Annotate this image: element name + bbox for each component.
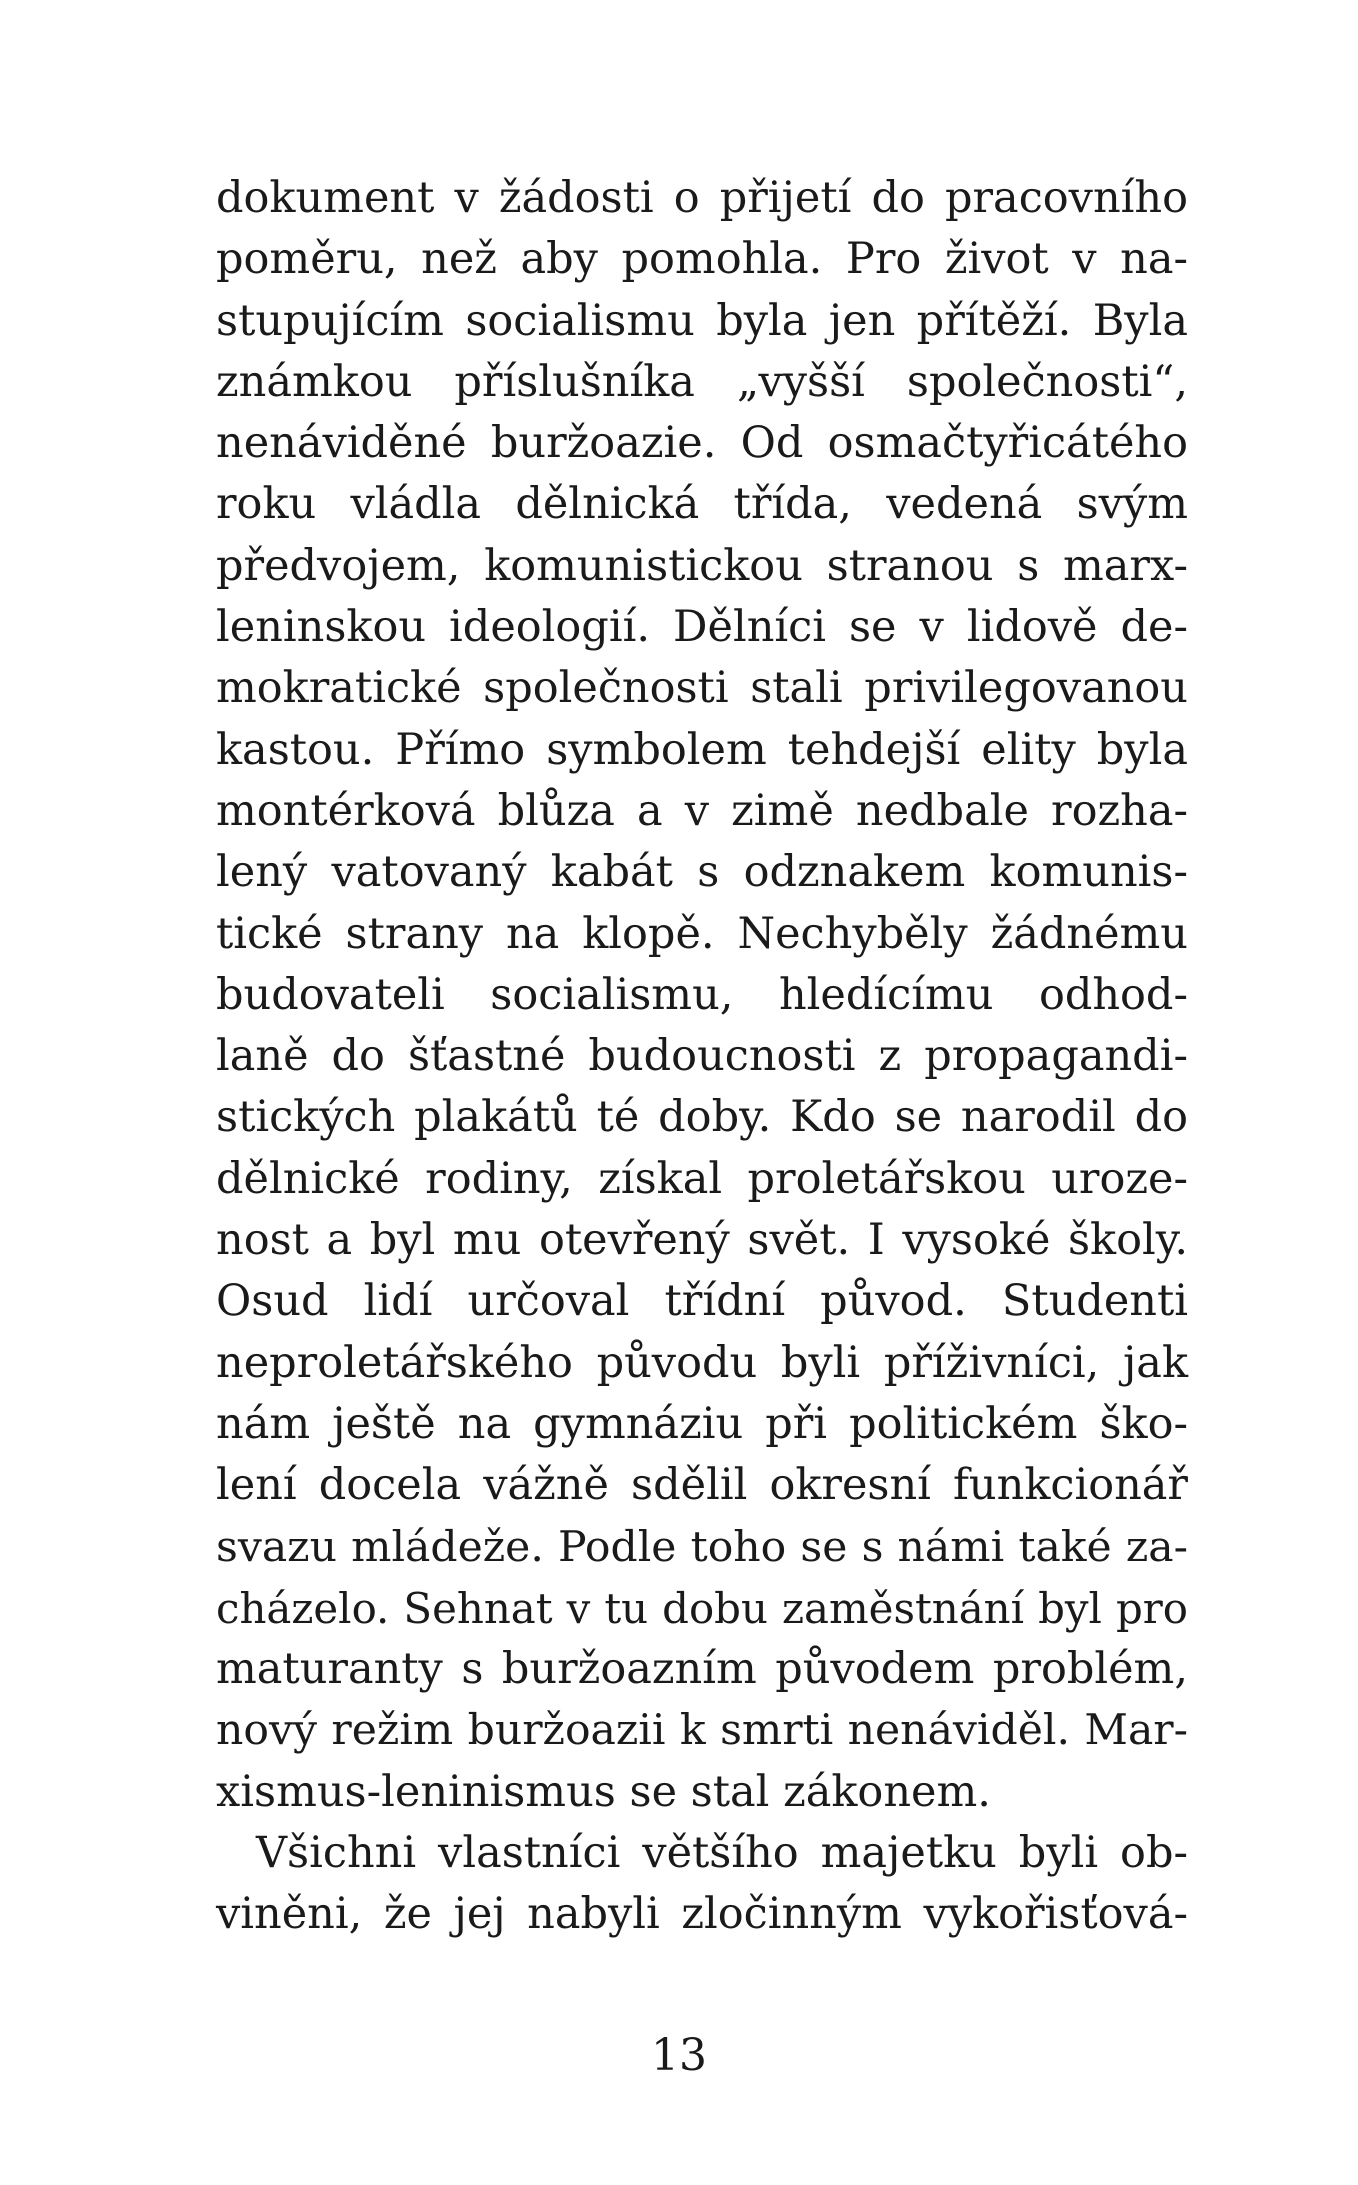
text-line: stupujícím socialismu byla jen přítěží. Byla [216, 295, 1188, 346]
text-line: poměru, než aby pomohla. Pro život v na- [216, 234, 1188, 285]
text-line: stických plakátů té doby. Kdo se narodil do [216, 1092, 1188, 1143]
text-line: viněni, že jej nabyli zločinným vykořisťová- [216, 1889, 1188, 1940]
body-text [216, 168, 1188, 1946]
text-line: Osud lidí určoval třídní původ. Studenti [216, 1276, 1188, 1327]
text-line: montérková blůza a v zimě nedbale rozha- [216, 785, 1188, 836]
text-line: nám ještě na gymnáziu při politickém ško- [216, 1398, 1188, 1449]
text-line: známkou příslušníka „vyšší společnosti“, [216, 356, 1188, 407]
paragraph-first-line: Všichni vlastníci většího majetku byli ob- [256, 1828, 1188, 1879]
text-line: nost a byl mu otevřený svět. I vysoké školy. [216, 1215, 1188, 1266]
text-line: cházelo. Sehnat v tu dobu zaměstnání byl pro [216, 1583, 1188, 1633]
text-line: lení docela vážně sdělil okresní funkcionář [216, 1460, 1188, 1511]
text-line: budovateli socialismu, hledícímu odhod- [216, 969, 1188, 1020]
text-line: nenáviděné buržoazie. Od osmačtyřicátého [216, 418, 1188, 469]
text-line: kastou. Přímo symbolem tehdejší elity byla [216, 724, 1188, 775]
text-line: dělnické rodiny, získal proletářskou uroze- [216, 1153, 1188, 1204]
page-number: 13 [651, 2030, 707, 2081]
text-line: lený vatovaný kabát s odznakem komunis- [216, 847, 1188, 898]
text-line: nový režim buržoazii k smrti nenáviděl. Mar- [216, 1706, 1188, 1756]
text-line: předvojem, komunistickou stranou s marx- [216, 540, 1188, 591]
text-line: dokument v žádosti o přijetí do pracovního [216, 173, 1188, 223]
text-line: tické strany na klopě. Nechyběly žádnému [216, 908, 1188, 959]
text-line: maturanty s buržoazním původem problém, [216, 1644, 1188, 1695]
text-line: mokratické společnosti stali privilegovanou [216, 663, 1188, 714]
text-line: leninskou ideologií. Dělníci se v lidově de- [216, 602, 1188, 653]
text-line: roku vládla dělnická třída, vedená svým [216, 479, 1188, 530]
text-line: svazu mládeže. Podle toho se s námi také za- [216, 1522, 1188, 1572]
paragraph-last-line: xismus-leninismus se stal zákonem. [216, 1766, 991, 1817]
text-line: laně do šťastné budoucnosti z propagandi- [216, 1031, 1188, 1082]
text-line: neproletářského původu byli příživníci, jak [216, 1337, 1188, 1388]
